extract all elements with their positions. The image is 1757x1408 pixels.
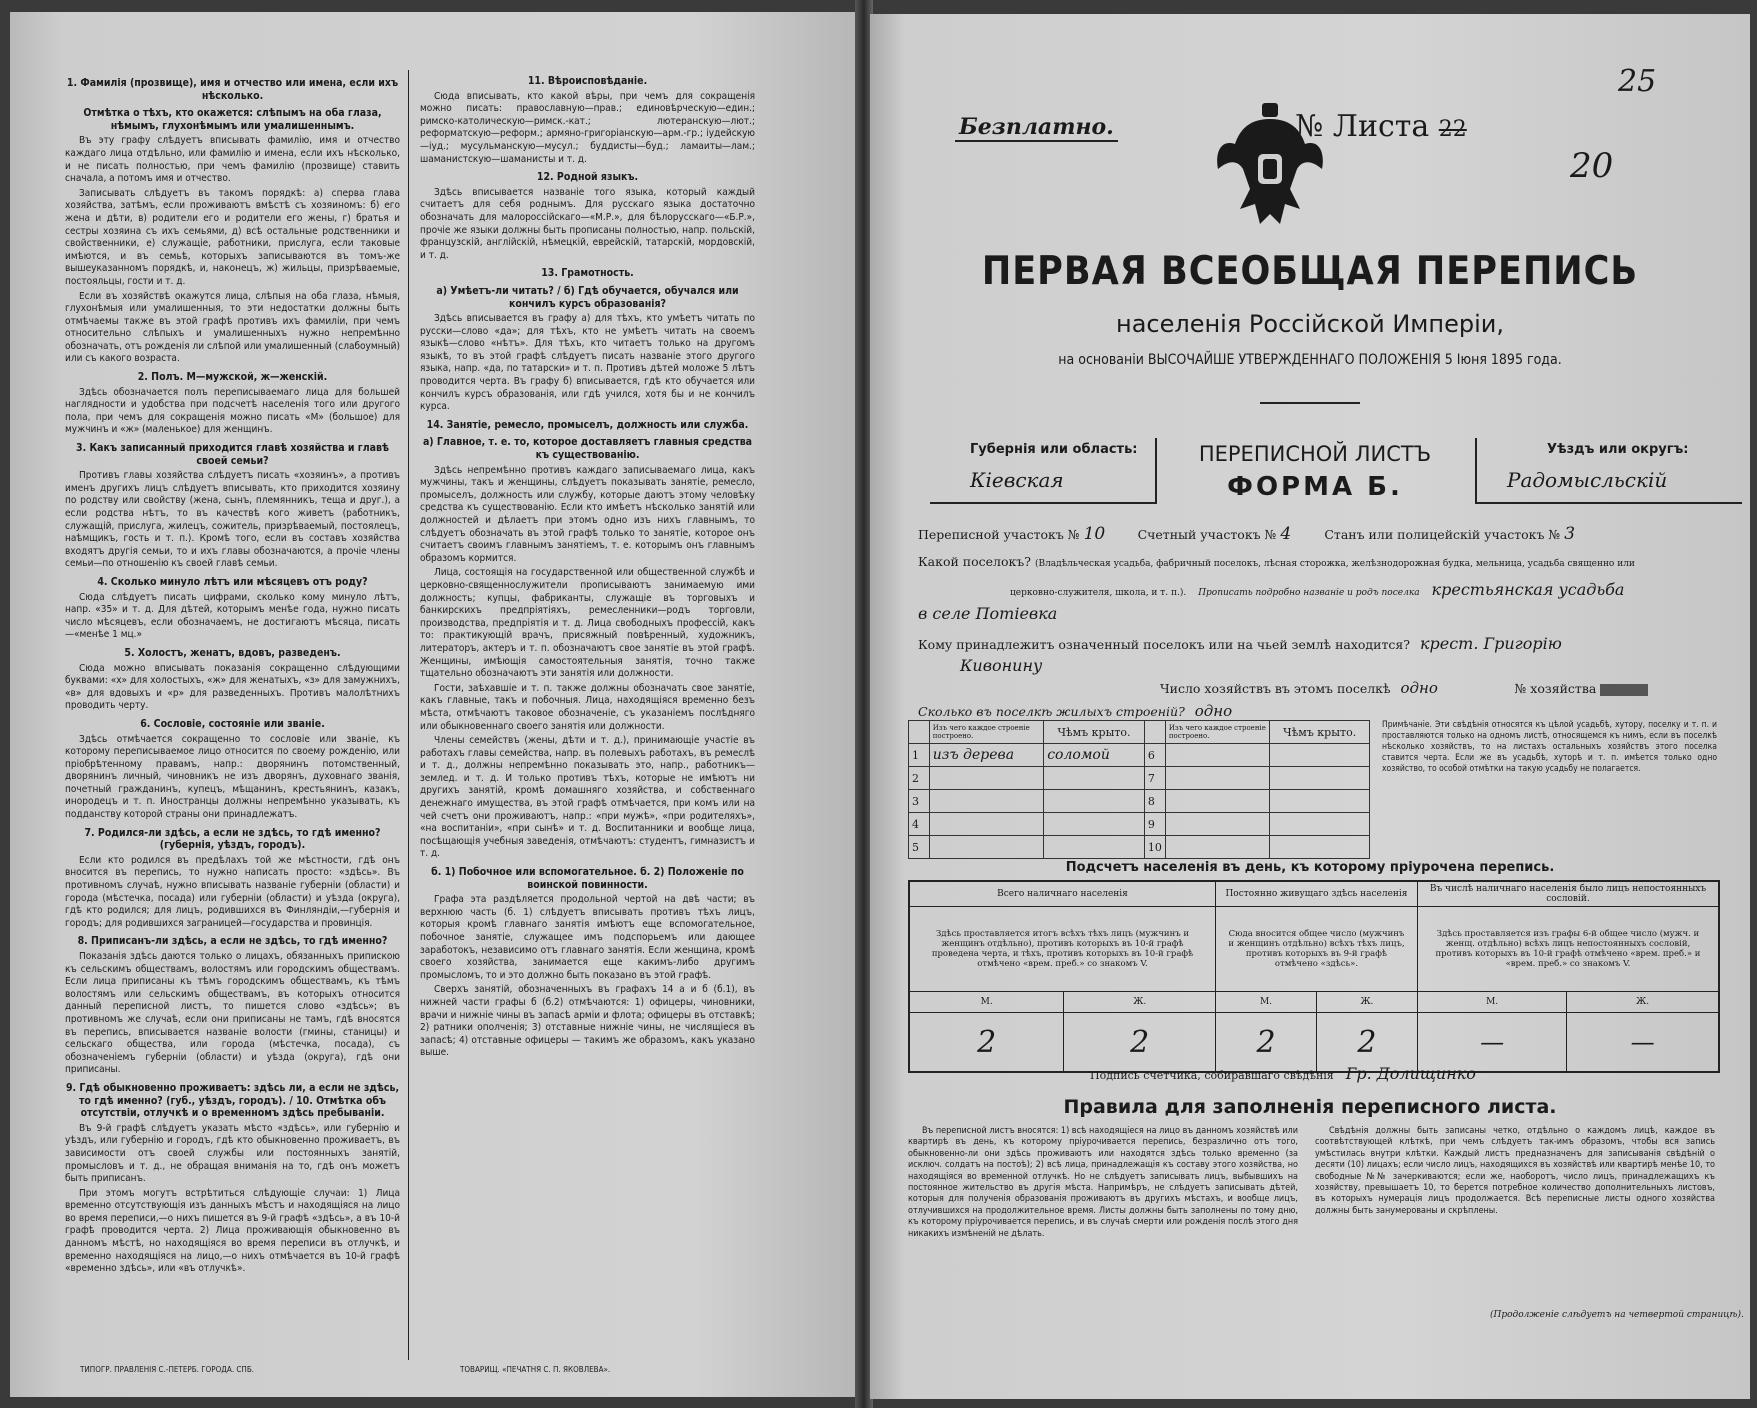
bt-head-material: Изъ чего каждое строеніе построено.: [929, 721, 1044, 744]
instruction-paragraph: Сверхъ занятій, обозначенныхъ въ графахъ 14 а и б (б.1), въ нижней части графы б (б.2) отмѣчаются: 1) офицеры, чиновники, врачи и нижніе чины въ запасѣ арміи и флота; офицеры въ отставкѣ; 2) ратники ополченія; 3) отставные нижніе чины, не числящіеся въ запасѣ; 4) отставные офицеры — такимъ же образомъ, какъ указано выше.: [420, 984, 755, 1059]
buildings-row: [909, 836, 1370, 859]
uezd-box: [1475, 438, 1742, 504]
schetny-value: 4: [1280, 524, 1292, 544]
list-number: [1295, 109, 1467, 144]
bt-head-roof-2: Чѣмъ крыто.: [1270, 721, 1370, 744]
rules-left: Въ переписной листъ вносятся: 1) всѣ находящіеся на лицо въ данномъ хозяйствѣ или квартирѣ въ день, къ которому пріурочивается перепись, безразлично отъ того, обыкновенно-ли они здѣсь проживаютъ или находятся здѣсь только временно (за исключ. солдатъ на постоѣ); 2) всѣ лица, принадлежащія къ составу этого хозяйства, но находящіяся во временной отлучкѣ. Но не слѣдуетъ записывать лицъ, выбывшихъ на постоянное жительство въ другія мѣста. Напримѣръ, не слѣдуетъ записывать дѣтей, которыя для полученія образованія проживаютъ въ другихъ мѣстахъ, и вообще лицъ, отлучившихся на продолжительное время. Листы должны быть заполнены по тому дню, къ которому пріурочивается перепись, и въ случаѣ смерти или рожденія послѣ этого дня никакихъ измѣненій не дѣлать.: [908, 1126, 1298, 1239]
komu-value-2: Кивонину: [960, 656, 1043, 675]
form-b: ФОРМА Б.: [1227, 472, 1403, 502]
instruction-heading: б. 1) Побочное или вспомогательное. б. 2) Положеніе по воинской повинности.: [431, 866, 744, 891]
total-permanent-female: 2: [1316, 1013, 1417, 1073]
buildings-row: [909, 790, 1370, 813]
bt-num: 6: [1144, 744, 1165, 767]
bt-roof: [1044, 813, 1145, 836]
bt-material: изъ дерева: [929, 744, 1044, 767]
instruction-heading: 7. Родился-ли здѣсь, а если не здѣсь, то гдѣ именно? (губернія, уѣздъ, городъ).: [84, 826, 381, 852]
total-present-male: 2: [909, 1013, 1064, 1073]
poselok-hint: (Владѣльческая усадьба, фабричный поселокъ, лѣсная сторожка, желѣзнодорожная будка, мельница, усадьба священно или: [1034, 559, 1635, 569]
chislo-label: Число хозяйствъ въ этомъ поселкѣ: [1160, 681, 1391, 696]
buildings-row: [909, 767, 1370, 790]
bt-material: [1165, 790, 1270, 813]
province-box: [930, 438, 1157, 504]
instruction-paragraph: Сюда вписывать, кто какой вѣры, при чемъ для сокращенія можно писать: православную—прав.; единовѣрческую—един.; римско-католическую—римск.-кат.; лютеранскую—лют.; реформатскую—реформ.; армяно-григоріанскую—арм.-гр.; іудейскую—іуд.; мусульманскую—мусул.; буддисты—буд.; ламаиты—лам.; шаманистскую—шаманисты и т. д.: [420, 90, 755, 165]
bt-material: [929, 767, 1044, 790]
bt-material: [929, 836, 1044, 859]
corner-archive-number: 25: [1618, 64, 1657, 99]
buildings-row: [909, 813, 1370, 836]
title-divider: [1260, 402, 1360, 404]
bt-num: 7: [1144, 767, 1165, 790]
bt-num: 5: [909, 836, 930, 859]
rules-title: Правила для заполненія переписного листа.: [1063, 1096, 1557, 1118]
instruction-heading: 11. Вѣроисповѣданіе.: [527, 75, 648, 87]
rules-continued: (Продолженіе слѣдуетъ на четвертой страницѣ).: [1490, 1310, 1744, 1320]
signature-label: Подпись счетчика, собиравшаго свѣдѣнія: [1090, 1069, 1334, 1082]
bt-material: [1165, 836, 1270, 859]
bt-material: [1165, 767, 1270, 790]
stroeniy-label: Сколько въ поселкѣ жилыхъ строеній?: [918, 704, 1185, 719]
instruction-paragraph: Здѣсь отмѣчается сокращенно то сословіе или званіе, къ которому переписываемое лицо относится по своему рожденію, или пріобрѣтенному правамъ, напр.: дворянинъ потомственный, дворянинъ личный, чиновникъ не изъ дворянъ, духовнаго званія, почетный гражданинъ, купецъ, мѣщанинъ, крестьянинъ, казакъ, инородецъ и т. п. Иностранцы должны непремѣнно указывать, къ подданству которой страны они принадлежатъ.: [65, 733, 400, 821]
instruction-heading: 6. Сословіе, состояніе или званіе.: [140, 717, 325, 730]
zh-3: Ж.: [1567, 992, 1719, 1013]
imprint-left: ТИПОГР. ПРАВЛЕНІЯ С.-ПЕТЕРБ. ГОРОДА. СПБ.: [80, 1365, 255, 1374]
instruction-paragraph: При этомъ могутъ встрѣтиться слѣдующіе случаи: 1) Лица временно отсутствующія изъ данныхъ мѣстъ и находящіяся на лицо во время переписи,—о нихъ пишется въ 9-й графѣ «здѣсь», а въ 10-й графѣ проводится черта. 2) Лица проживающія обыкновенно въ данномъ мѣстѣ, но находящіяся во время переписи въ отлучкѣ, и временно находящіяся на лицо,—о нихъ отмѣчается въ 10-й графѣ «временно здѣсь», или «въ отлучкѣ».: [65, 1187, 400, 1275]
instruction-heading: 12. Родной языкъ.: [536, 171, 639, 184]
instruction-paragraph: Здѣсь вписывается названіе того языка, который каждый считаетъ для себя роднымъ. Для русскаго языка достаточно обозначать для малороссійскаго—«М.Р.», для бѣлорусскаго—«Б.Р.», прочіе же языки должны быть прописаны полностью, напр. польскій, французскій, англійскій, нѣмецкій, еврейскій, татарскій, мордовскій, и т. д.: [420, 186, 755, 261]
bt-roof: [1270, 836, 1370, 859]
bt-roof: [1270, 790, 1370, 813]
uezd-value: Радомысльскій: [1507, 468, 1668, 492]
bt-roof: [1044, 836, 1145, 859]
bt-roof: [1044, 767, 1145, 790]
perepisnoy-value: 10: [1083, 524, 1106, 544]
poselok-row: [918, 554, 1635, 569]
chislo-value: одно: [1400, 679, 1438, 697]
komu-value: крест. Григорію: [1419, 634, 1562, 653]
instruction-paragraph: Сюда слѣдуетъ писать цифрами, сколько кому минуло лѣтъ, напр. «35» и т. д. Для дѣтей, которымъ менѣе года, нужно писать число мѣсяцевъ, если обозначаемъ, не достигаютъ мѣсяца, писать—«менѣе 1 мц.»: [65, 591, 400, 641]
chislo-row: [1160, 679, 1648, 697]
instruction-heading: 9. Гдѣ обыкновенно проживаетъ: здѣсь ли, а если не здѣсь, то гдѣ именно? (губ., уѣздъ, городъ). / 10. Отмѣтка объ отсутствіи, отлучкѣ и о временномъ здѣсь пребываніи.: [65, 1081, 400, 1120]
bt-num: 4: [909, 813, 930, 836]
list-number-handwritten: 20: [1570, 146, 1614, 186]
instruction-paragraph: Противъ главы хозяйства слѣдуетъ писать «хозяинъ», а противъ именъ другихъ лицъ слѣдуетъ вписывать, кто приходится хозяину по родству или свойству (жена, сынъ, племянникъ, теща и друг.), а если родства нѣтъ, то въ качествѣ кого живетъ (работникъ, служащій, прислуга, жилецъ, сожитель, призрѣваемый, постоялецъ, наѣмщикъ, гость и т. п.). Кромѣ того, если въ составъ хозяйства входятъ другія семьи, то и ихъ главы обозначаются, а прочіе члены семьи—по отношенію къ своей главѣ семьи.: [65, 470, 400, 570]
instruction-paragraph: Если кто родился въ предѣлахъ той же мѣстности, гдѣ онъ вносится въ перепись, то нужно написать просто: «здѣсь». Въ противномъ случаѣ, нужно вписывать названіе губерніи (области) и города (мѣстечка, посада) или губерніи (области) и уѣзда (округа), гдѣ кто родился; для лицъ, родившихся въ Финляндіи,—губернія и городъ; для родившихся заграницей—государства и провинція.: [65, 854, 400, 929]
instruction-heading: 3. Какъ записанный приходится главѣ хозяйства и главѣ своей семьи?: [76, 442, 389, 467]
bt-material: [1165, 744, 1270, 767]
instruction-heading: 5. Холостъ, женатъ, вдовъ, разведенъ.: [124, 646, 341, 659]
poselok-value-2: в селе Потіевка: [918, 604, 1058, 623]
instruction-heading: 14. Занятіе, ремесло, промыселъ, должность или служба.: [426, 418, 749, 431]
province-label: Губернія или область:: [970, 442, 1138, 457]
province-value: Кіевская: [970, 468, 1064, 492]
signature-value: Гр. Долищинко: [1345, 1064, 1476, 1083]
buildings-header: [909, 721, 1370, 744]
stan-value: 3: [1564, 524, 1576, 544]
bt-roof: [1270, 767, 1370, 790]
instruction-paragraph: Если въ хозяйствѣ окажутся лица, слѣпыя на оба глаза, нѣмыя, глухонѣмыя или умалишенныя, то эти недостатки должны быть отмѣчаемы также въ этой графѣ противъ ихъ фамиліи, при чемъ относительно слѣпыхъ и умалишенныхъ нужно непремѣнно обозначать, отъ рожденія ли слѣпой или умалишенный (слабоумный) или съ какого возраста.: [65, 290, 400, 365]
perepisnoy-label: Переписной участокъ №: [918, 527, 1080, 542]
buildings-row: [909, 744, 1370, 767]
bt-material: [1165, 813, 1270, 836]
ph-permanent: Постоянно живущаго здѣсь населенія: [1216, 881, 1418, 907]
pd-permanent: Сюда вносится общее число (мужчинъ и женщинъ отдѣльно) всѣхъ тѣхъ лицъ, противъ которыхъ въ 9-й графѣ отмѣчено «здѣсь».: [1216, 907, 1418, 992]
bt-roof: [1270, 744, 1370, 767]
bt-head-material-2: Изъ чего каждое строеніе построено.: [1165, 721, 1270, 744]
bt-material: [929, 813, 1044, 836]
buildings-table: [908, 720, 1370, 859]
left-page: [10, 12, 865, 1397]
instruction-paragraph: Члены семействъ (жены, дѣти и т. д.), принимающіе участіе въ работахъ главы семейства, напр. въ полевыхъ работахъ, въ ремеслѣ и т. д., должны непремѣнно показывать это, напр., работникъ—землед. и т. д. И только противъ тѣхъ, которые не имѣютъ ни другихъ занятій, кромѣ домашняго хозяйства, и собственнаго денежнаго имущества, въ этой графѣ отмѣчается, при комъ или на чей счетъ они проживаютъ, напр.: «при мужѣ», «при родителяхъ», «на воспитаніи», «при сынѣ» и т. д. Воспитанники и вообще лица, посѣщающія учебныя заведенія, отмѣчаютъ: студентъ, гимназистъ и т. д.: [420, 735, 755, 860]
bt-head-roof: Чѣмъ крыто.: [1044, 721, 1145, 744]
poselok-hint-2: церковно-служителя, школа, и т. п.).: [1010, 588, 1187, 598]
form-title: ПЕРЕПИСНОЙ ЛИСТЪ: [1198, 442, 1432, 466]
ph-transient: Въ числѣ наличнаго населенія было лицъ непостоянныхъ сословій.: [1417, 881, 1719, 907]
bt-roof: [1044, 790, 1145, 813]
instruction-paragraph: Графа эта раздѣляется продольной чертой на двѣ части; въ верхнюю часть (б. 1) слѣдуетъ вписывать противъ тѣхъ лицъ, которыя кромѣ главнаго занятія имѣютъ еще вспомогательное, побочное занятіе, служащее имъ подспорьемъ или дающее заработокъ, независимо отъ главнаго занятія. Если женщина, кромѣ своего хозяйства, занимается еще какимъ-либо другимъ промысломъ, то и это должно быть показано въ этой графѣ.: [420, 894, 755, 981]
bt-roof: соломой: [1044, 744, 1145, 767]
imprint-right: ТОВАРИЩ. «ПЕЧАТНЯ С. П. ЯКОВЛЕВА».: [460, 1365, 611, 1374]
komu-row: [918, 634, 1562, 653]
instruction-heading: 2. Полъ. М—мужской, ж—женскій.: [137, 371, 328, 384]
bt-num: 8: [1144, 790, 1165, 813]
pd-transient: Здѣсь проставляется изъ графы 6-й общее число (мужч. и женщ. отдѣльно) всѣхъ лицъ непостоянныхъ сословій, противъ которыхъ въ 10-й графѣ отмѣчено «врем. преб.» и «врем. преб.» со знакомъ V.: [1417, 907, 1719, 992]
uezd-label: Уѣздъ или округъ:: [1547, 442, 1689, 457]
m-2: М.: [1216, 992, 1317, 1013]
bt-roof: [1270, 813, 1370, 836]
instruction-heading: 4. Сколько минуло лѣтъ или мѣсяцевъ отъ роду?: [97, 575, 368, 588]
right-page: [870, 14, 1750, 1399]
bt-num: 2: [909, 767, 930, 790]
bt-num: 9: [1144, 813, 1165, 836]
bt-num: 3: [909, 790, 930, 813]
m-1: М.: [909, 992, 1064, 1013]
instruction-paragraph: Здѣсь обозначается полъ переписываемаго лица для большей наглядности и удобства при подсчетѣ населенія того или другого пола, при чемъ для сокращенія можно писать «М» (большое) для мужчинъ и «ж» (маленькое) для женщинъ.: [65, 386, 400, 436]
buildings-note: Примѣчаніе. Эти свѣдѣнія относятся къ цѣлой усадьбѣ, хутору, поселку и т. п. и проставляются только на одномъ листѣ, относящемся къ нимъ, если въ поселкѣ нѣсколько хозяйствъ, то на листахъ остальныхъ хозяйствъ этого поселка ставится черта. Если же въ усадьбѣ, хуторѣ и т. п. имѣется только одно хозяйство, то особой отмѣтки на такую усадьбу не полагается.: [1382, 720, 1717, 774]
list-number-label: № Листа: [1295, 109, 1430, 144]
komu-label: Кому принадлежитъ означенный поселокъ или на чьей землѣ находится?: [918, 637, 1410, 652]
census-basis: на основаніи ВЫСОЧАЙШЕ УТВЕРЖДЕННАГО ПОЛОЖЕНІЯ 5 Іюня 1895 года.: [1058, 352, 1562, 368]
instruction-heading: 1. Фамилія (прозвище), имя и отчество или имена, если ихъ нѣсколько.: [66, 77, 399, 102]
m-3: М.: [1417, 992, 1566, 1013]
bt-num: 1: [909, 744, 930, 767]
total-permanent-male: 2: [1216, 1013, 1317, 1073]
instruction-heading: а) Умѣетъ-ли читать? / б) Гдѣ обучается, обучался или кончилъ курсъ образованія?: [436, 284, 739, 310]
instruction-paragraph: Записывать слѣдуетъ въ такомъ порядкѣ: а) сперва глава хозяйства, затѣмъ, если проживаютъ вмѣстѣ съ хозяиномъ: б) его жена и дѣти, в) родители его и родители его жены, г) братья и сестры хозяина съ ихъ семьями, д) всѣ остальные родственники и свойственники, е) служащіе, работники, прислуга, если таковые имѣются, и въ семьѣ, которыхъ записываются въ томъ-же вышеуказанномъ порядкѣ, и, наконецъ, ж) жильцы, призрѣваемые, постояльцы, гости и т. д.: [65, 187, 400, 287]
poselok-label: Какой поселокъ?: [918, 554, 1031, 569]
stroeniy-value: одно: [1194, 702, 1233, 720]
total-transient-male: —: [1417, 1013, 1566, 1073]
poselok-hint-3: Прописать подробно названіе и родъ поселка: [1198, 588, 1420, 598]
podschet-title: Подсчетъ населенія въ день, къ которому пріурочена перепись.: [1065, 860, 1555, 875]
poselok-value: крестьянская усадьба: [1431, 580, 1625, 599]
district-row: [918, 524, 1575, 544]
ph-total: Всего наличнаго населенія: [909, 881, 1216, 907]
zh-2: Ж.: [1316, 992, 1417, 1013]
instruction-heading: 8. Приписанъ-ли здѣсь, а если не здѣсь, то гдѣ именно?: [77, 935, 388, 948]
bt-material: [929, 790, 1044, 813]
column-divider: [408, 70, 409, 1360]
instruction-heading: Отмѣтка о тѣхъ, кто окажется: слѣпымъ на оба глаза, нѣмымъ, глухонѣмымъ или умалишеннымъ.: [83, 107, 382, 132]
census-subtitle: населенія Россійской Имперіи,: [1116, 310, 1504, 338]
instruction-paragraph: Лица, состоящія на государственной или общественной службѣ и церковно-священнослужители прописываютъ занимаемую ими должность; купцы, фабриканты, служащіе въ торговыхъ и банкирскихъ предпріятіяхъ, ремесленники—родъ торговли, производства, предпріятія и т. д. Лица свободныхъ профессій, какъ то: практикующій врачъ, присяжный повѣренный, художникъ, литераторъ, актеръ и т. п. обозначаютъ свое занятіе въ этой графѣ. Женщины, имѣющія самостоятельныя занятія, точно также тщательно обозначаютъ эти занятія или должности.: [420, 567, 755, 680]
hoz-no-redacted: [1600, 684, 1648, 696]
signature-row: [1090, 1064, 1476, 1083]
instruction-paragraph: Показанія здѣсь даются только о лицахъ, обязанныхъ припискою къ сельскимъ обществамъ, волостямъ или городскимъ обществамъ. Если лица приписаны къ тѣмъ городскимъ обществамъ, къ тѣмъ волостямъ или сельскимъ обществамъ, въ которыхъ относится данный переписной листъ, то пишется слово «здѣсь»; въ противномъ же случаѣ, если они приписаны не тамъ, гдѣ вносятся въ перепись, вписывается названіе волости (гмины, станицы) и сельскаго общества, или города (мѣстечка, посада), съ обозначеніемъ губерніи (области) и уѣзда (округа), гдѣ они приписаны.: [65, 951, 400, 1076]
instruction-paragraph: Здѣсь вписывается въ графу а) для тѣхъ, кто умѣетъ читать по русски—слово «да»; для тѣхъ, кто не умѣетъ читать на своемъ языкѣ—слово «нѣтъ». Для тѣхъ, кто читаетъ только на другомъ языкѣ, то въ этой графѣ слѣдуетъ писать названіе этого другого языка, напр. «да, по татарски» и т. п. Противъ дѣтей моложе 5 лѣтъ проводится черта. Въ графу б) вписывается, гдѣ кто обучается или кончилъ курсъ образованія, или гдѣ учился, хотя бы и не кончилъ курса.: [420, 313, 755, 413]
schetny-label: Счетный участокъ №: [1137, 527, 1277, 542]
stroeniy-row: [918, 702, 1232, 720]
stan-label: Станъ или полицейскій участокъ №: [1324, 527, 1561, 542]
pd-total: Здѣсь проставляется итогъ всѣхъ тѣхъ лицъ (мужчинъ и женщинъ отдѣльно), противъ которыхъ въ 10-й графѣ проведена черта, и тѣхъ, противъ которыхъ въ 10-й графѣ отмѣчено «врем. преб.» со знакомъ V.: [909, 907, 1216, 992]
instruction-heading: а) Главное, т. е. то, которое доставляетъ главныя средства къ существованію.: [422, 436, 753, 462]
instruction-paragraph: Въ 9-й графѣ слѣдуетъ указать мѣсто «здѣсь», или губернію и уѣздъ, или губернію и городъ, гдѣ кто обыкновенно проживаетъ, въ зависимости отъ своей службы или постоянныхъ занятій, промысловъ и т. д., не обращая вниманія на то, гдѣ онъ можетъ быть приписанъ.: [65, 1122, 400, 1185]
total-present-female: 2: [1064, 1013, 1216, 1073]
census-title: ПЕРВАЯ ВСЕОБЩАЯ ПЕРЕПИСЬ: [981, 249, 1639, 294]
bt-num: 10: [1144, 836, 1165, 859]
instruction-paragraph: Въ эту графу слѣдуетъ вписывать фамилію, имя и отчество каждаго лица отдѣльно, или фамилію и имена, если ихъ нѣсколько, и не писать полностью, при чемъ фамилію (прозвище) ставить сначала, а потомъ имя и отчество.: [65, 135, 400, 185]
instruction-paragraph: Здѣсь непремѣнно противъ каждаго записываемаго лица, какъ мужчины, такъ и женщины, слѣдуетъ показывать занятіе, ремесло, промыселъ, должность или службу, которые даютъ этому человѣку средства къ существованію. Если кто имѣетъ нѣсколько занятій или должностей и дѣлаетъ при этомъ одно изъ нихъ главнымъ, то слѣдуетъ обозначать въ этой графѣ только то занятіе, которое онъ считаетъ своимъ главнымъ занятіемъ, т. е. которымъ онъ главнымъ образомъ кормится.: [420, 464, 755, 564]
free-label: Безплатно.: [955, 114, 1118, 142]
instruction-paragraph: Сюда можно вписывать показанія сокращенно слѣдующими буквами: «х» для холостыхъ, «ж» для женатыхъ, «з» для замужнихъ, «в» для вдовыхъ и «р» для разведенныхъ. Противъ малолѣтнихъ проводить черту.: [65, 662, 400, 712]
list-number-struck: 22: [1438, 117, 1467, 142]
instructions-column-1: [65, 72, 400, 1342]
population-table: [908, 880, 1720, 1073]
instruction-heading: 13. Грамотность.: [541, 267, 634, 280]
total-transient-female: —: [1567, 1013, 1719, 1073]
poselok-row-2: [1010, 580, 1624, 599]
instruction-paragraph: Гости, заѣхавшіе и т. п. также должны обозначать свое занятіе, какъ главные, такъ и побочныя. Лица, находящіяся временно безъ мѣста, отмѣчаютъ таковое обозначеніе, съ указаніемъ послѣдняго или обыкновеннаго своего занятія или должности.: [420, 682, 755, 732]
instructions-column-2: [420, 70, 755, 1340]
rules-right: Свѣдѣнія должны быть записаны четко, отдѣльно о каждомъ лицѣ, каждое въ соотвѣтствующей клѣткѣ, при чемъ слѣдуетъ так-имъ образомъ, чтобы вся запись умѣстилась внутри клѣтки. Каждый листъ предназначенъ для записыванія свѣдѣній о десяти (10) лицахъ; если число лицъ, находящихся въ хозяйствѣ или квартирѣ менѣе 10, то свободные №№ зачеркиваются; если же, наоборотъ, число лицъ, принадлежащихъ къ хозяйству, превышаетъ 10, то берется потребное количество дополнительныхъ листовъ, въ которыхъ нумерація лицъ продолжается. Всѣ переписные листы одного хозяйства должны быть занумерованы и скрѣплены.: [1315, 1126, 1715, 1216]
hoz-no-label: № хозяйства: [1514, 681, 1597, 696]
zh-1: Ж.: [1064, 992, 1216, 1013]
